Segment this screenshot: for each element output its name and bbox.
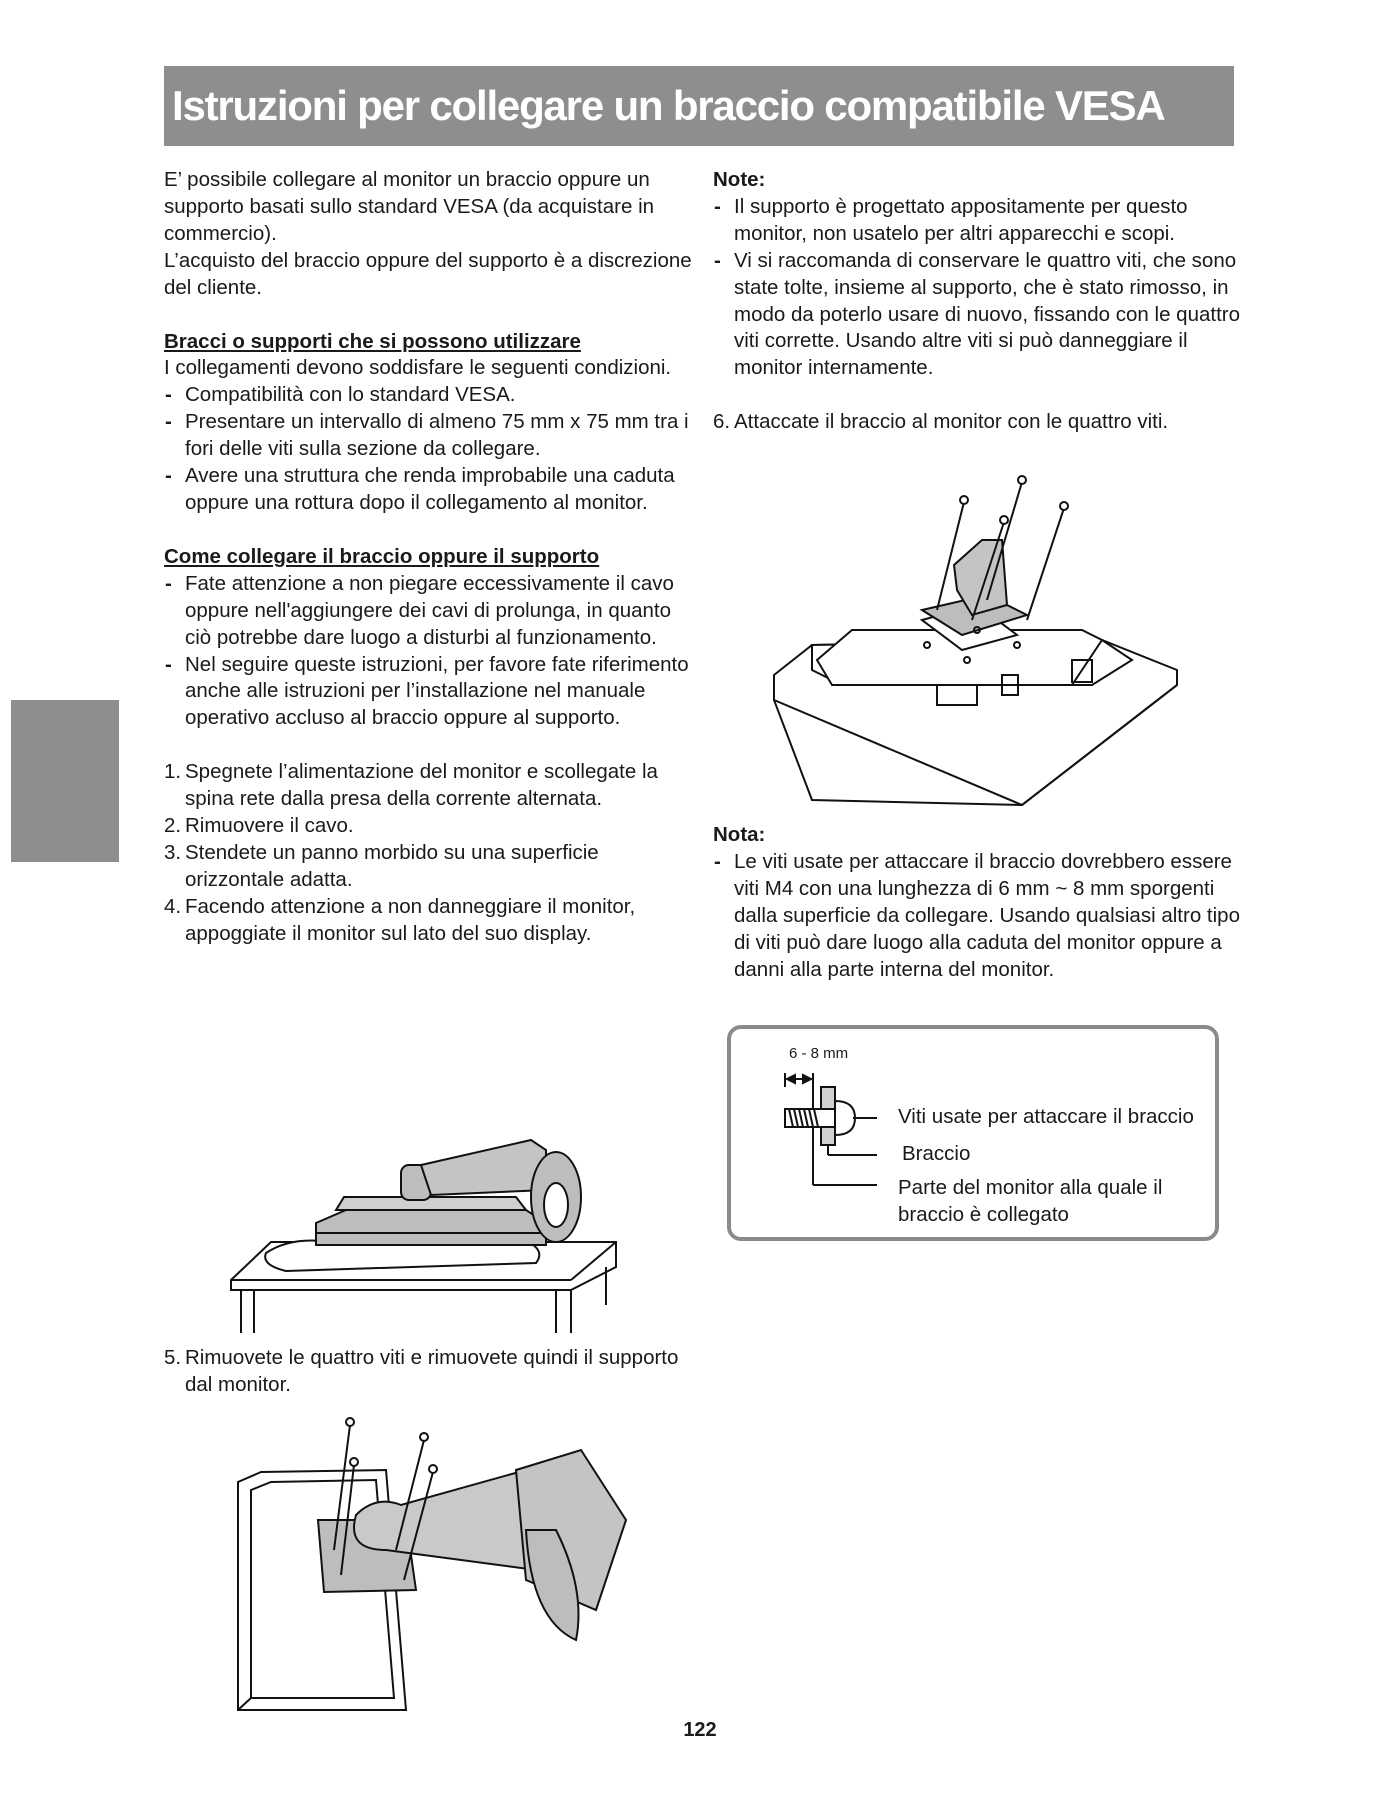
step-item: 2. Rimuovere il cavo. — [164, 814, 354, 838]
list-item: - Compatibilità con lo standard VESA. — [164, 382, 699, 409]
usable-list — [164, 382, 699, 517]
intro-paragraph: E’ possibile collegare al monitor un braccio oppure un supporto basati sullo standard VESA (da acquistare in commercio). — [164, 168, 655, 245]
list-item: - Fate attenzione a non piegare eccessivamente il cavo oppure nell'aggiungere dei cavi di prolunga, in quanto ciò potrebbe dare luogo a disturbi al funzionamento. — [164, 571, 699, 652]
list-item: - Avere una struttura che renda improbabile una caduta oppure una rottura dopo il collegamento al monitor. — [164, 463, 699, 517]
list-item: - Vi si raccomanda di conservare le quattro viti, che sono state tolte, insieme al supporto, che è stato rimosso, in modo da poterlo usare di nuovo, fissando con le quattro viti corrette. Usando altre viti si può danneggiare il monitor internamente. — [713, 248, 1258, 383]
section-heading-how: Come collegare il braccio oppure il supporto — [164, 544, 600, 568]
how-list — [164, 571, 699, 732]
dimension-label: 6 - 8 mm — [789, 1045, 849, 1062]
screws-label: Viti usate per attaccare il braccio — [898, 1105, 1194, 1128]
list-item: - Il supporto è progettato appositamente per questo monitor, non usatelo per altri apparecchi e scopi. — [713, 194, 1258, 248]
step-item: 3. Stendete un panno morbido su una superficie orizzontale adatta. — [164, 840, 599, 891]
page-number: 122 — [683, 1719, 717, 1741]
usable-lead: I collegamenti devono soddisfare le seguenti condizioni. — [164, 356, 672, 380]
steps-list-continued — [164, 1345, 699, 1399]
step5-block — [164, 1345, 699, 1399]
list-item: - Presentare un intervallo di almeno 75 mm x 75 mm tra i fori delle viti sulla sezione da collegare. — [164, 409, 699, 463]
left-column — [164, 167, 699, 948]
nota-list — [713, 849, 1258, 984]
step-item: 5. Rimuovete le quattro viti e rimuovete quindi il supporto dal monitor. — [164, 1346, 679, 1396]
stand-removal-illustration — [226, 1410, 646, 1728]
notes-list — [713, 194, 1258, 382]
arm-label: Braccio — [902, 1142, 971, 1165]
title-bar — [164, 66, 1234, 146]
monitor-part-label: Parte del monitor alla quale il braccio è collegato — [898, 1176, 1163, 1226]
intro-paragraph: L’acquisto del braccio oppure del supporto è a discrezione del cliente. — [164, 248, 692, 299]
notes-heading: Note: — [713, 168, 766, 191]
nota-heading: Nota: — [713, 823, 766, 846]
nota-block — [713, 822, 1258, 983]
step-item: 1. Spegnete l’alimentazione del monitor e scollegate la spina rete dalla presa della corrente alternata. — [164, 760, 658, 811]
step6-list — [713, 409, 1258, 436]
step-item: 6. Attaccate il braccio al monitor con le quattro viti. — [713, 410, 1169, 434]
right-column — [713, 167, 1258, 436]
section-heading-usable: Bracci o supporti che si possono utilizzare — [164, 329, 581, 353]
steps-list — [164, 759, 699, 947]
side-tab — [11, 700, 119, 862]
page-title: Istruzioni per collegare un braccio compatibile VESA — [172, 82, 1165, 129]
arm-attach-illustration — [772, 470, 1182, 815]
list-item: - Nel seguire queste istruzioni, per favore fate riferimento anche alle istruzioni per l’installazione nel manuale operativo accluso al braccio oppure al supporto. — [164, 652, 699, 733]
list-item: - Le viti usate per attaccare il braccio dovrebbero essere viti M4 con una lunghezza di 6 mm ~ 8 mm sporgenti dalla superficie da collegare. Usando qualsiasi altro tipo di viti può dare luogo alla caduta del monitor oppure a danni alla parte interna del monitor. — [713, 849, 1258, 984]
step-item: 4. Facendo attenzione a non danneggiare il monitor, appoggiate il monitor sul lato del suo display. — [164, 894, 636, 945]
screw-spec-diagram — [727, 1025, 1219, 1241]
monitor-on-table-illustration — [226, 1125, 626, 1335]
